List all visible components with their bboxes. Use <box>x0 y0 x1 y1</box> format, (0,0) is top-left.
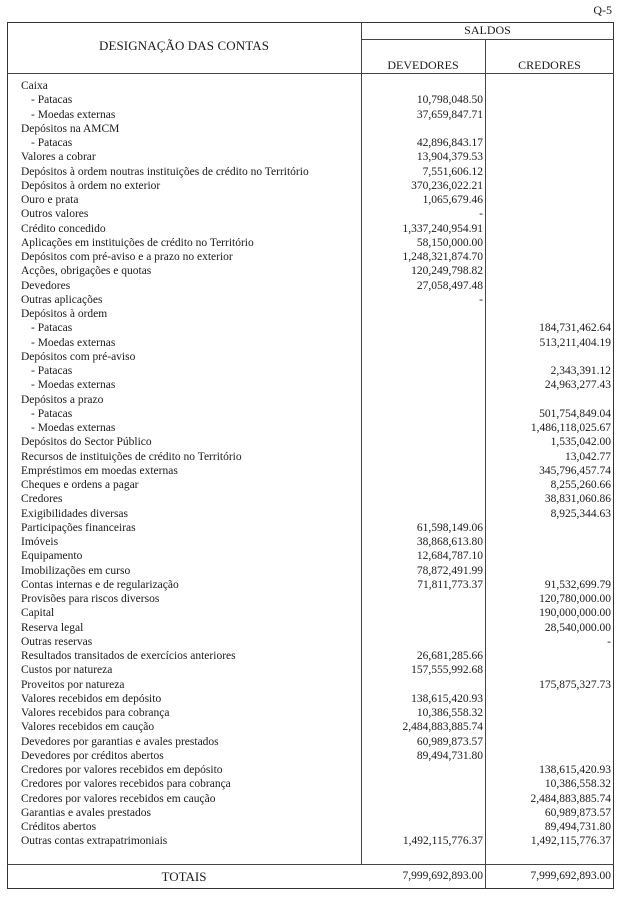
table-row <box>0 606 626 620</box>
account-label: Proveitos por natureza <box>21 678 125 691</box>
saldos-divider <box>361 39 614 40</box>
credores-value: - <box>607 635 611 648</box>
table-row <box>0 307 626 321</box>
table-row <box>0 222 626 236</box>
devedores-value: 7,551,606.12 <box>422 165 483 178</box>
account-label: - Patacas <box>31 407 73 420</box>
credores-value: 10,386,558.32 <box>544 778 611 791</box>
devedores-value: 42,896,843.17 <box>416 137 483 149</box>
credores-value: 89,494,731.80 <box>544 821 611 833</box>
devedores-value: 10,386,558.32 <box>416 707 483 719</box>
table-row <box>0 763 626 777</box>
account-label: Recursos de instituições de crédito no Território <box>21 450 242 463</box>
devedores-value: 1,337,240,954.91 <box>402 222 483 235</box>
table-row <box>0 264 626 278</box>
table-row <box>0 236 626 250</box>
account-label: Depósitos a prazo <box>21 393 104 406</box>
devedores-header: DEVEDORES <box>387 58 459 72</box>
account-label: Resultados transitados de exercícios anteriores <box>21 650 236 662</box>
account-label: Participações financeiras <box>21 521 136 534</box>
table-row <box>0 407 626 421</box>
account-label: Credores por valores recebidos para cobrança <box>21 778 231 791</box>
table-row <box>0 735 626 749</box>
credores-value: 38,831,060.86 <box>544 493 611 506</box>
account-label: Exigibilidades diversas <box>21 507 128 520</box>
devedores-value: 61,598,149.06 <box>416 521 483 534</box>
credores-value: 24,963,277.43 <box>544 379 611 392</box>
account-label: - Patacas <box>31 322 73 335</box>
devedores-value: - <box>479 208 483 221</box>
account-label: Depósitos à ordem noutras instituições de crédito no Território <box>21 165 309 178</box>
table-row <box>0 820 626 834</box>
devedores-value: 10,798,048.50 <box>416 94 483 107</box>
account-label: Depósitos com pré-aviso <box>21 350 136 363</box>
table-row <box>0 492 626 506</box>
saldos-header: SALDOS <box>464 23 511 37</box>
account-label: - Patacas <box>31 137 73 149</box>
credores-value: 184,731,462.64 <box>539 322 611 335</box>
table-row <box>0 692 626 706</box>
devedores-value: 60,989,873.57 <box>416 735 483 748</box>
account-label: Contas internas e de regularização <box>21 578 179 591</box>
table-row <box>0 79 626 93</box>
table-row <box>0 150 626 164</box>
table-row <box>0 179 626 193</box>
account-label: - Patacas <box>31 365 73 377</box>
table-row <box>0 749 626 763</box>
credores-value: 190,000,000.00 <box>539 607 611 620</box>
account-label: Crédito concedido <box>21 222 106 235</box>
credores-value: 91,532,699.79 <box>544 578 611 591</box>
totals-top-rule <box>7 864 614 865</box>
account-label: Provisões para riscos diversos <box>21 593 160 605</box>
table-row <box>0 321 626 335</box>
totals-devedores: 7,999,692,893.00 <box>402 870 483 882</box>
credores-value: 345,796,457.74 <box>539 464 611 477</box>
table-row <box>0 834 626 848</box>
table-row <box>0 478 626 492</box>
credores-header: CREDORES <box>518 58 581 72</box>
credores-value: 2,343,391.12 <box>550 365 611 377</box>
devedores-value: 1,065,679.46 <box>422 194 483 206</box>
account-label: Caixa <box>21 80 48 92</box>
table-row <box>0 450 626 464</box>
credores-value: 8,255,260.66 <box>550 479 611 491</box>
account-label: - Moedas externas <box>31 379 116 392</box>
credores-value: 13,042.77 <box>565 450 611 463</box>
table-row <box>0 663 626 677</box>
credores-value: 1,486,118,025.67 <box>530 422 611 434</box>
account-label: Aplicações em instituições de crédito no Território <box>21 236 254 249</box>
account-label: Acções, obrigações e quotas <box>21 265 152 278</box>
credores-value: 2,484,883,885.74 <box>530 792 611 805</box>
table-row <box>0 165 626 179</box>
table-row <box>0 635 626 649</box>
table-row <box>0 678 626 692</box>
table-row <box>0 393 626 407</box>
devedores-value: 78,872,491.99 <box>416 564 483 577</box>
account-label: - Moedas externas <box>31 108 116 121</box>
table-row <box>0 207 626 221</box>
credores-value: 513,211,404.19 <box>539 336 611 349</box>
header-bottom-rule <box>7 73 614 74</box>
table-row <box>0 649 626 663</box>
credores-value: 1,535,042.00 <box>550 436 611 449</box>
table-row <box>0 507 626 521</box>
account-label: Valores recebidos para cobrança <box>21 707 170 719</box>
credores-value: 175,875,327.73 <box>539 678 611 691</box>
account-label: Imobilizações em curso <box>21 564 131 577</box>
devedores-value: 138,615,420.93 <box>411 692 483 705</box>
account-label: Ouro e prata <box>21 194 79 206</box>
table-row <box>0 806 626 820</box>
table-row <box>0 279 626 293</box>
account-label: Capital <box>21 607 55 620</box>
devedores-value: 1,248,321,874.70 <box>402 251 483 263</box>
table-row <box>0 706 626 720</box>
table-row <box>0 435 626 449</box>
devedores-value: 157,555,992.68 <box>411 664 483 677</box>
credores-value: 1,492,115,776.37 <box>530 835 611 848</box>
credores-value: 60,989,873.57 <box>544 806 611 819</box>
table-row <box>0 250 626 264</box>
account-label: Depósitos com pré-aviso e a prazo no exterior <box>21 251 233 263</box>
table-row <box>0 564 626 578</box>
accounts-table-body <box>0 79 626 849</box>
table-row <box>0 122 626 136</box>
table-row <box>0 792 626 806</box>
devedores-value: 27,058,497.48 <box>416 279 483 292</box>
credores-value: 120,780,000.00 <box>539 593 611 605</box>
account-label: Reserva legal <box>21 621 84 634</box>
designation-header: DESIGNAÇÃO DAS CONTAS <box>98 38 270 53</box>
table-row <box>0 521 626 535</box>
table-row <box>0 378 626 392</box>
devedores-value: 370,236,022.21 <box>411 179 483 192</box>
table-row <box>0 364 626 378</box>
account-label: Valores recebidos em depósito <box>21 692 162 705</box>
table-row <box>0 464 626 478</box>
table-row <box>0 136 626 150</box>
devedores-value: 71,811,773.37 <box>417 578 483 591</box>
account-label: Depósitos do Sector Público <box>21 436 152 449</box>
account-label: Depósitos à ordem <box>21 308 108 320</box>
account-label: Cheques e ordens a pagar <box>21 479 139 491</box>
account-label: Valores recebidos em caução <box>21 721 155 734</box>
devedores-value: 12,684,787.10 <box>416 550 483 563</box>
devedores-value: 26,681,285.66 <box>416 650 483 662</box>
account-label: Empréstimos em moedas externas <box>21 464 178 477</box>
account-label: - Moedas externas <box>31 422 116 434</box>
account-label: Valores a cobrar <box>21 151 96 164</box>
account-label: Garantias e avales prestados <box>21 806 151 819</box>
account-label: Depósitos na AMCM <box>21 122 120 135</box>
devedores-value: 120,249,798.82 <box>411 265 483 278</box>
table-row <box>0 293 626 307</box>
devedores-value: 2,484,883,885.74 <box>402 721 483 734</box>
page-number: Q-5 <box>593 3 612 17</box>
account-label: Outras contas extrapatrimoniais <box>21 835 168 848</box>
totals-label: TOTAIS <box>161 869 207 884</box>
devedores-value: 1,492,115,776.37 <box>402 835 483 848</box>
credores-value: 501,754,849.04 <box>539 407 611 420</box>
account-label: - Moedas externas <box>31 336 116 349</box>
table-row <box>0 336 626 350</box>
account-label: Créditos abertos <box>21 821 97 833</box>
devedores-value: 89,494,731.80 <box>416 749 483 762</box>
account-label: Devedores por garantias e avales prestados <box>21 735 219 748</box>
table-row <box>0 535 626 549</box>
account-label: Imóveis <box>21 536 59 548</box>
table-row <box>0 93 626 107</box>
account-label: Credores <box>21 493 63 506</box>
account-label: Devedores por créditos abertos <box>21 749 164 762</box>
totals-credores: 7,999,692,893.00 <box>530 870 611 882</box>
account-label: Custos por natureza <box>21 664 113 677</box>
account-label: - Patacas <box>31 94 73 107</box>
table-row <box>0 421 626 435</box>
table-row <box>0 777 626 791</box>
account-label: Credores por valores recebidos em caução <box>21 792 216 805</box>
table-row <box>0 720 626 734</box>
devedores-value: 37,659,847.71 <box>416 108 483 121</box>
table-row <box>0 592 626 606</box>
devedores-value: 58,150,000.00 <box>416 236 483 249</box>
account-label: Outras aplicações <box>21 293 103 306</box>
account-label: Outras reservas <box>21 635 93 648</box>
account-label: Credores por valores recebidos em depósito <box>21 764 223 776</box>
account-label: Depósitos à ordem no exterior <box>21 179 161 192</box>
table-row <box>0 108 626 122</box>
account-label: Outros valores <box>21 208 89 221</box>
table-row <box>0 578 626 592</box>
account-label: Devedores <box>21 279 71 292</box>
credores-value: 138,615,420.93 <box>539 764 611 776</box>
table-row <box>0 549 626 563</box>
account-label: Equipamento <box>21 550 83 563</box>
credores-value: 28,540,000.00 <box>544 621 611 634</box>
devedores-value: 38,868,613.80 <box>416 536 483 548</box>
devedores-value: - <box>479 293 483 306</box>
credores-value: 8,925,344.63 <box>550 507 611 520</box>
table-row <box>0 350 626 364</box>
devedores-value: 13,904,379.53 <box>416 151 483 164</box>
table-row <box>0 621 626 635</box>
table-row <box>0 193 626 207</box>
